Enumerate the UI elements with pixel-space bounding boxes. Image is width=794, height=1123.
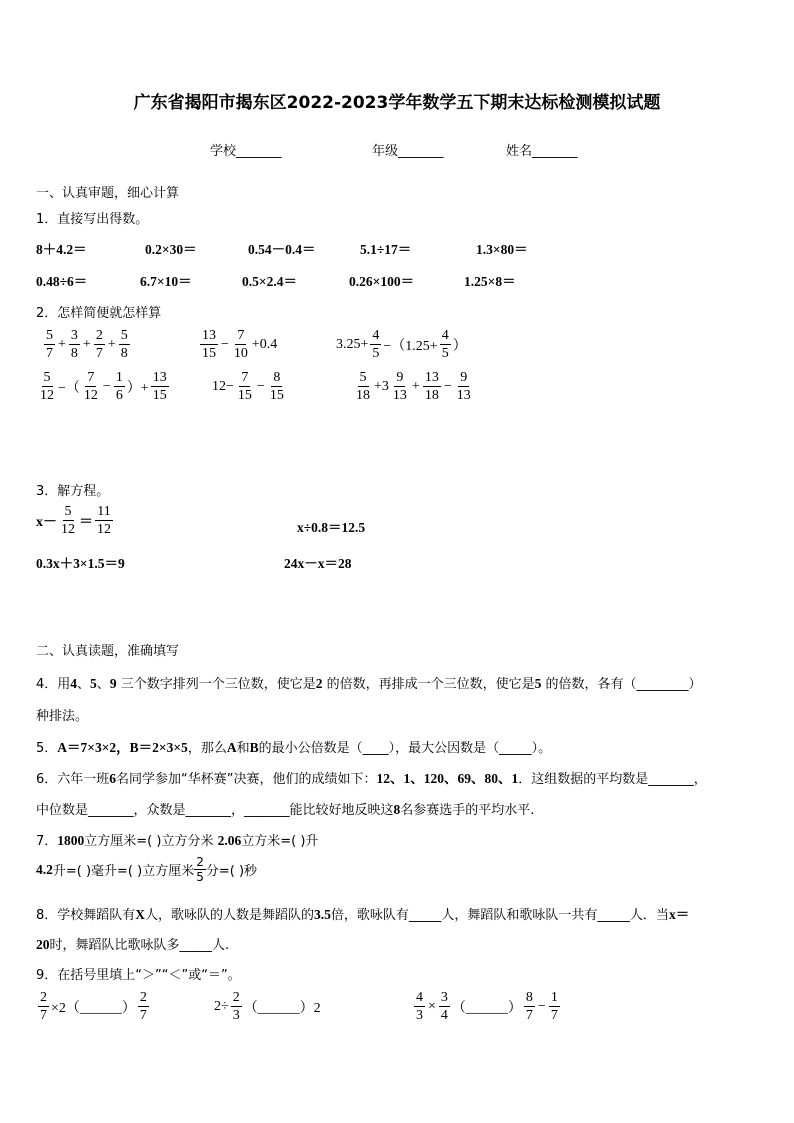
numerator: 7 [241, 370, 249, 385]
q7-line-2 [36, 856, 257, 883]
number: B [249, 740, 259, 755]
numerator: 2 [40, 990, 47, 1005]
text: 人，歌咏队的人数是舞蹈队的 [145, 908, 315, 923]
numerator: 7 [237, 328, 245, 343]
denominator: 7 [525, 1008, 533, 1023]
denominator: 3 [416, 1008, 423, 1023]
answer-blank[interactable]: 时，舞蹈队比歌咏队多_____人. [49, 938, 230, 953]
text: 的倍数，再排成一个三位数，使它是 [322, 677, 535, 692]
denominator: 12 [61, 522, 75, 537]
operator: + [107, 336, 116, 352]
q1-item: 0.48÷6＝ [36, 274, 88, 289]
answer-blank[interactable]: ×2（______） [51, 1000, 136, 1016]
numerator: 2 [139, 990, 147, 1005]
denominator: 12 [83, 388, 98, 403]
q1-label: 1．直接写出得数。 [36, 212, 149, 227]
expression-part: ）+ [126, 380, 149, 396]
text: 、 [77, 677, 91, 692]
numerator: 5 [64, 504, 72, 519]
numerator: 2 [232, 990, 240, 1005]
q2-expression-6 [352, 370, 475, 403]
expression-part: ） [452, 338, 467, 354]
q1-item: 0.2×30＝ [145, 242, 197, 257]
name-field: 姓名_______ [506, 144, 578, 159]
q3-equation-2: x÷0.8＝12.5 [297, 520, 366, 535]
numerator: 13 [202, 328, 216, 343]
q4-line-2: 种排法。 [36, 709, 89, 724]
text: 名参赛选手的平均水平. [400, 803, 535, 818]
text: 三个数字排列一个三位数，使它是 [116, 677, 316, 692]
operator: − [537, 998, 546, 1014]
text: ，那么 [187, 741, 227, 756]
operator: − [102, 378, 111, 394]
answer-blank[interactable]: 的最小公倍数是（____），最大公因数是（_____）。 [258, 741, 552, 756]
number: 4 [70, 676, 78, 691]
answer-blank[interactable]: 立方厘米=( )立方分米 [84, 834, 214, 849]
numerator: 8 [273, 370, 281, 385]
denominator: 7 [139, 1008, 147, 1023]
number: 5 [90, 676, 97, 691]
denominator: 7 [46, 346, 53, 361]
denominator: 13 [392, 388, 407, 403]
answer-blank[interactable]: 倍，歌咏队有_____人，舞蹈队和歌咏队一共有_____人．当 [330, 908, 669, 923]
answer-blank[interactable]: 升=( )毫升=( )立方厘米 [52, 864, 195, 879]
denominator: 18 [424, 388, 439, 403]
denominator: 12 [40, 388, 54, 403]
q3-equation-3: 0.3x＋3×1.5＝9 [36, 556, 125, 571]
q4-line-1 [36, 673, 701, 692]
expression-part: 2÷ [214, 998, 229, 1014]
denominator: 5 [196, 870, 204, 884]
q9-comparison-2 [214, 990, 321, 1023]
expression-part: x－ [36, 514, 57, 530]
number: x＝ [668, 907, 690, 922]
q2-expression-2 [198, 328, 277, 361]
denominator: 15 [202, 346, 216, 361]
number: 3.5 [314, 907, 331, 922]
denominator: 4 [440, 1008, 448, 1023]
answer-blank[interactable]: 立方米=( )升 [241, 834, 319, 849]
number: A [226, 740, 237, 755]
denominator: 5 [372, 346, 380, 361]
numerator: 4 [416, 990, 423, 1005]
text: 4．用 [36, 677, 71, 692]
q3-label: 3．解方程。 [36, 484, 110, 499]
numerator: 9 [460, 370, 468, 385]
denominator: 8 [120, 346, 128, 361]
number: A＝7×3×2，B＝2×3×5 [57, 740, 188, 755]
operator: − [443, 378, 452, 394]
q9-comparison-1 [36, 990, 151, 1023]
q2-label: 2．怎样简便就怎样算 [36, 306, 162, 321]
text: 6．六年一班 [36, 772, 110, 787]
q6-line-1 [36, 767, 707, 787]
text: 7． [36, 834, 58, 849]
q6-line-2 [36, 799, 534, 818]
section-2-heading: 二、认真读题，准确填写 [36, 644, 180, 659]
denominator: 18 [356, 388, 370, 403]
q1-item: 5.1÷17＝ [360, 242, 412, 257]
operator: ＝ [79, 514, 93, 530]
numerator: 7 [87, 370, 95, 385]
q5-line [36, 736, 551, 756]
number: 6 [109, 771, 117, 786]
numerator: 5 [120, 328, 128, 343]
numerator: 4 [372, 328, 380, 343]
operator: + [82, 336, 91, 352]
answer-blank[interactable]: ．这组数据的平均数是_______， [518, 772, 707, 787]
q8-line-1 [36, 903, 689, 923]
expression-part: −（1.25+ [383, 338, 438, 354]
denominator: 7 [40, 1008, 47, 1023]
number: 20 [36, 937, 50, 952]
denominator: 7 [95, 346, 103, 361]
q1-item: 1.3×80＝ [476, 242, 528, 257]
numerator: 1 [550, 990, 558, 1005]
denominator: 15 [237, 388, 252, 403]
denominator: 3 [232, 1008, 240, 1023]
numerator: 1 [115, 370, 123, 385]
expression-part: +3 [374, 378, 389, 394]
expression-part: −（ [58, 380, 80, 396]
page-title: 广东省揭阳市揭东区2022-2023学年数学五下期末达标检测模拟试题 [133, 93, 661, 113]
operator: × [428, 998, 436, 1014]
operator: + [58, 336, 66, 352]
grade-field: 年级_______ [372, 144, 444, 159]
denominator: 15 [269, 388, 284, 403]
expression-part: 12− [212, 378, 234, 394]
numerator: 5 [359, 370, 367, 385]
number: 8 [393, 802, 401, 817]
text: 和 [236, 741, 250, 756]
q3-equation-1 [36, 504, 115, 537]
q1-item: 0.5×2.4＝ [242, 274, 297, 289]
answer-blank[interactable]: 中位数是_______，众数是_______，_______能比较好地反映这 [36, 803, 394, 818]
q2-expression-3 [336, 328, 467, 361]
operator: + [411, 378, 420, 394]
q9-comparison-3 [412, 990, 562, 1023]
numerator: 2 [196, 855, 204, 869]
number: 1800 [57, 833, 85, 848]
denominator: 12 [97, 522, 111, 537]
answer-blank[interactable]: 分=( )秒 [205, 864, 258, 879]
numerator: 13 [424, 370, 439, 385]
q1-item: 1.25×8＝ [464, 274, 516, 289]
number: 4.2 [36, 861, 53, 877]
q8-line-2 [36, 934, 229, 953]
section-1-heading: 一、认真审题，细心计算 [36, 186, 180, 201]
q7-line-1 [36, 830, 318, 849]
q1-item: 6.7×10＝ [140, 274, 192, 289]
q1-item: 0.54－0.4＝ [248, 242, 316, 257]
q9-label: 9．在括号里填上“＞”“＜”或“＝”。 [36, 968, 241, 983]
answer-blank[interactable]: （______） [451, 1000, 522, 1016]
operator: − [256, 378, 265, 394]
number: 9 [109, 676, 117, 691]
answer-blank[interactable]: 的倍数，各有（________） [541, 677, 702, 692]
numerator: 4 [441, 328, 449, 343]
numerator: 5 [43, 370, 51, 385]
answer-blank[interactable]: （______）2 [243, 1000, 321, 1016]
text: 8．学校舞蹈队有 [36, 908, 136, 923]
operator: − [221, 336, 229, 352]
numerator: 11 [97, 504, 111, 519]
denominator: 15 [152, 388, 167, 403]
text: 、 [96, 677, 110, 692]
numerator: 2 [95, 328, 103, 343]
numerator: 3 [440, 990, 448, 1005]
number: 12、1、120、69、80、1 [376, 771, 519, 786]
school-field: 学校_______ [210, 144, 282, 159]
denominator: 5 [441, 346, 449, 361]
denominator: 13 [456, 388, 471, 403]
numerator: 8 [525, 990, 533, 1005]
expression-part: 3.25+ [336, 336, 369, 352]
number: 2.06 [217, 833, 242, 848]
q3-equation-4: 24x－x＝28 [284, 556, 352, 571]
denominator: 10 [233, 346, 248, 361]
expression-tail: +0.4 [251, 336, 278, 352]
numerator: 9 [396, 370, 404, 385]
number: X [135, 907, 146, 922]
text: 5． [36, 741, 58, 756]
numerator: 5 [46, 328, 53, 343]
numerator: 13 [152, 370, 167, 385]
q1-item: 0.26×100＝ [349, 274, 415, 289]
q1-item: 8＋4.2＝ [36, 242, 87, 257]
numerator: 3 [70, 328, 78, 343]
denominator: 8 [70, 346, 78, 361]
q2-expression-4 [36, 370, 171, 403]
q2-expression-1 [42, 328, 132, 361]
text: 名同学参加“华杯赛”决赛，他们的成绩如下： [116, 772, 377, 787]
number: 2 [315, 676, 323, 691]
denominator: 6 [115, 388, 123, 403]
q2-expression-5 [212, 370, 288, 403]
number: 5 [534, 676, 542, 691]
denominator: 7 [550, 1008, 558, 1023]
